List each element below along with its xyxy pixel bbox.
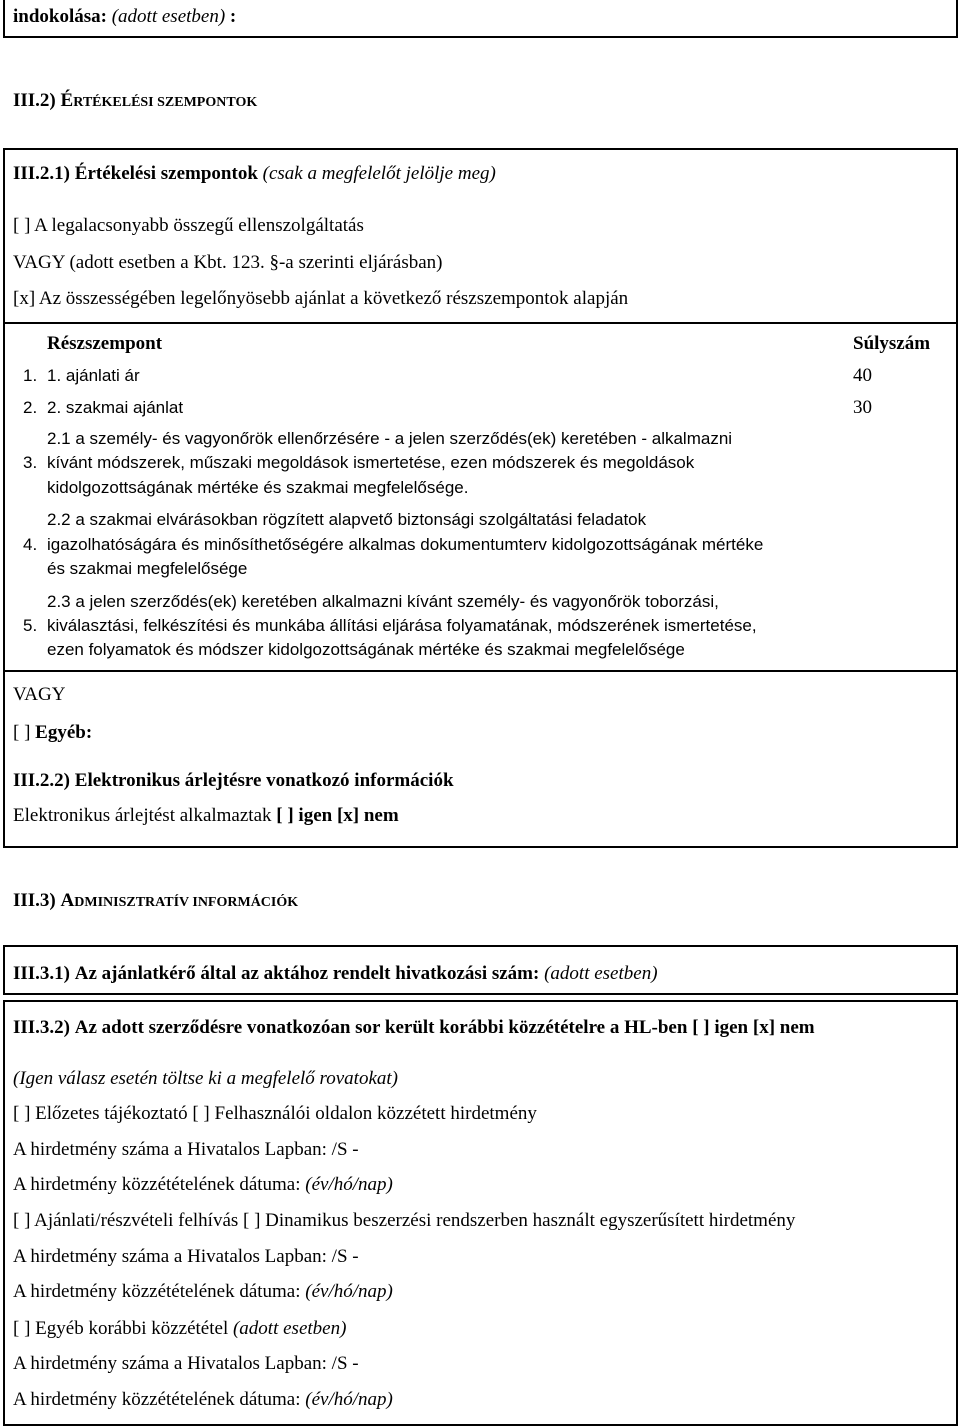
- notice-number-3: A hirdetmény száma a Hivatalos Lapban: /S -: [13, 1353, 359, 1374]
- option-best-checkbox[interactable]: [x]: [13, 288, 36, 309]
- section-III22-title: Elektronikus árlejtésre vonatkozó információk: [74, 770, 454, 791]
- section-III3-number: III.3): [13, 890, 56, 911]
- notice-date-2-label: A hirdetmény közzétételének dátuma:: [13, 1281, 301, 1302]
- subcriterion-1-line-2: kívánt módszerek, műszaki megoldások ismertetése, ezen módszerek és megoldások: [47, 453, 695, 472]
- section-III2-heading: [13, 90, 257, 113]
- section-III3-title-rest: DMINISZTRATÍV INFORMÁCIÓK: [74, 895, 299, 910]
- notice-date-2-format: (év/hó/nap): [305, 1281, 393, 1302]
- top-box-text: [13, 6, 236, 29]
- option-lowest-price: [13, 215, 364, 238]
- option-other: [13, 722, 92, 745]
- section-III21-title: Értékelési szempontok: [74, 163, 258, 184]
- criteria-row-1-weight: 40: [853, 365, 872, 386]
- criteria-row-2-number: 2.: [23, 398, 38, 417]
- yes-answer-note: (Igen válasz esetén töltse ki a megfelelő rovatokat): [13, 1068, 398, 1089]
- criteria-row-1-text: 1. ajánlati ár: [47, 366, 140, 385]
- notice-date-3: [13, 1389, 393, 1412]
- prior3-note: (adott esetben): [232, 1318, 347, 1339]
- auction-line: [13, 805, 399, 828]
- subcriterion-3-line-2: kiválasztási, felkészítési és munkába állítási eljárása folyamatának, módszerének ismertetése,: [47, 616, 757, 635]
- notice-date-1-format: (év/hó/nap): [305, 1174, 393, 1195]
- subcriterion-1-line-3: kidolgozottságának mértéke és szakmai megfelelősége.: [47, 478, 469, 497]
- section-III2-title-first: É: [60, 90, 74, 111]
- subcriterion-2-line-3: és szakmai megfelelősége: [47, 559, 248, 578]
- notice-date-1-label: A hirdetmény közzétételének dátuma:: [13, 1174, 301, 1195]
- prior3-label[interactable]: [ ] Egyéb korábbi közzététel: [13, 1318, 229, 1339]
- criteria-row-3-number: 3.: [23, 453, 38, 472]
- notice-number-1: A hirdetmény száma a Hivatalos Lapban: /S -: [13, 1139, 359, 1160]
- subcriterion-3-line-1: 2.3 a jelen szerződés(ek) keretében alkalmazni kívánt személy- és vagyonőrök toborzási,: [47, 592, 719, 611]
- section-III32-number: III.3.2): [13, 1017, 71, 1038]
- criteria-row-2-weight: 30: [853, 397, 872, 418]
- section-III32-title: Az adott szerződésre vonatkozóan sor került korábbi közzétételre a HL-ben: [74, 1017, 688, 1038]
- criteria-row-1-number: 1.: [23, 366, 38, 385]
- auction-label: Elektronikus árlejtést alkalmaztak: [13, 805, 272, 826]
- prior-publication-line-2[interactable]: [ ] Ajánlati/részvételi felhívás [ ] Dinamikus beszerzési rendszerben használt egyszerűsített hirdetmény: [13, 1210, 796, 1231]
- section-III2-title-rest: RTÉKELÉSI SZEMPONTOK: [73, 95, 258, 110]
- vagy-kbt-line: VAGY (adott esetben a Kbt. 123. §-a szerinti eljárásban): [13, 252, 443, 273]
- prior-publication-line-1[interactable]: [ ] Előzetes tájékoztató [ ] Felhasználói oldalon közzétett hirdetmény: [13, 1103, 537, 1124]
- section-III21-heading: [13, 163, 496, 186]
- subcriterion-1-line-1: 2.1 a személy- és vagyonőrök ellenőrzésére - a jelen szerződés(ek) keretében - alkalmazni: [47, 429, 733, 448]
- section-III3-heading: [13, 890, 298, 913]
- justification-colon: :: [229, 6, 237, 27]
- notice-date-3-label: A hirdetmény közzétételének dátuma:: [13, 1389, 301, 1410]
- prior-publication-line-3: [13, 1318, 346, 1341]
- section-III31-note: (adott esetben): [544, 963, 658, 984]
- criteria-row-2-text: 2. szakmai ajánlat: [47, 398, 184, 417]
- section-III22-number: III.2.2): [13, 770, 71, 791]
- section-III3-title-first: A: [60, 890, 75, 911]
- weight-header: Súlyszám: [853, 333, 931, 354]
- vagy-line: VAGY: [13, 684, 66, 705]
- option-other-label: Egyéb:: [35, 722, 93, 743]
- subcriterion-2-line-1: 2.2 a szakmai elvárásokban rögzített alapvető biztonsági szolgáltatási feladatok: [47, 510, 647, 529]
- notice-number-2: A hirdetmény száma a Hivatalos Lapban: /S -: [13, 1246, 359, 1267]
- criteria-row-4-number: 4.: [23, 535, 38, 554]
- section-III21-note: (csak a megfelelőt jelölje meg): [262, 163, 496, 184]
- justification-label: indokolása:: [13, 6, 107, 27]
- criteria-header: Részszempont: [47, 333, 163, 354]
- section-III31-heading: [13, 963, 658, 986]
- section-III32-heading: [13, 1017, 815, 1040]
- option-best-label: Az összességében legelőnyösebb ajánlat a következő részszempontok alapján: [38, 288, 629, 309]
- subcriterion-2-line-2: igazolhatóságára és minősíthetőségére alkalmas dokumentumterv kidolgozottságának mértéke: [47, 535, 764, 554]
- section-III2-number: III.2): [13, 90, 56, 111]
- notice-date-2: [13, 1281, 393, 1304]
- justification-note: (adott esetben): [111, 6, 226, 27]
- option-best-value: [13, 288, 628, 311]
- section-III31-number: III.3.1): [13, 963, 71, 984]
- option-lowest-checkbox[interactable]: [ ]: [13, 215, 31, 236]
- option-lowest-label: A legalacsonyabb összegű ellenszolgáltatás: [34, 215, 364, 236]
- notice-date-3-format: (év/hó/nap): [305, 1389, 393, 1410]
- option-other-checkbox[interactable]: [ ]: [13, 722, 31, 743]
- criteria-row-5-number: 5.: [23, 616, 38, 635]
- section-III22-heading: [13, 770, 454, 793]
- notice-date-1: [13, 1174, 393, 1197]
- section-III31-title: Az ajánlatkérő által az aktához rendelt hivatkozási szám:: [74, 963, 540, 984]
- section-III21-number: III.2.1): [13, 163, 71, 184]
- section-III32-options[interactable]: [ ] igen [x] nem: [692, 1017, 815, 1038]
- subcriterion-3-line-3: ezen folyamatok és módszer kidolgozottságának mértéke és szakmai megfelelősége: [47, 640, 685, 659]
- auction-options[interactable]: [ ] igen [x] nem: [276, 805, 399, 826]
